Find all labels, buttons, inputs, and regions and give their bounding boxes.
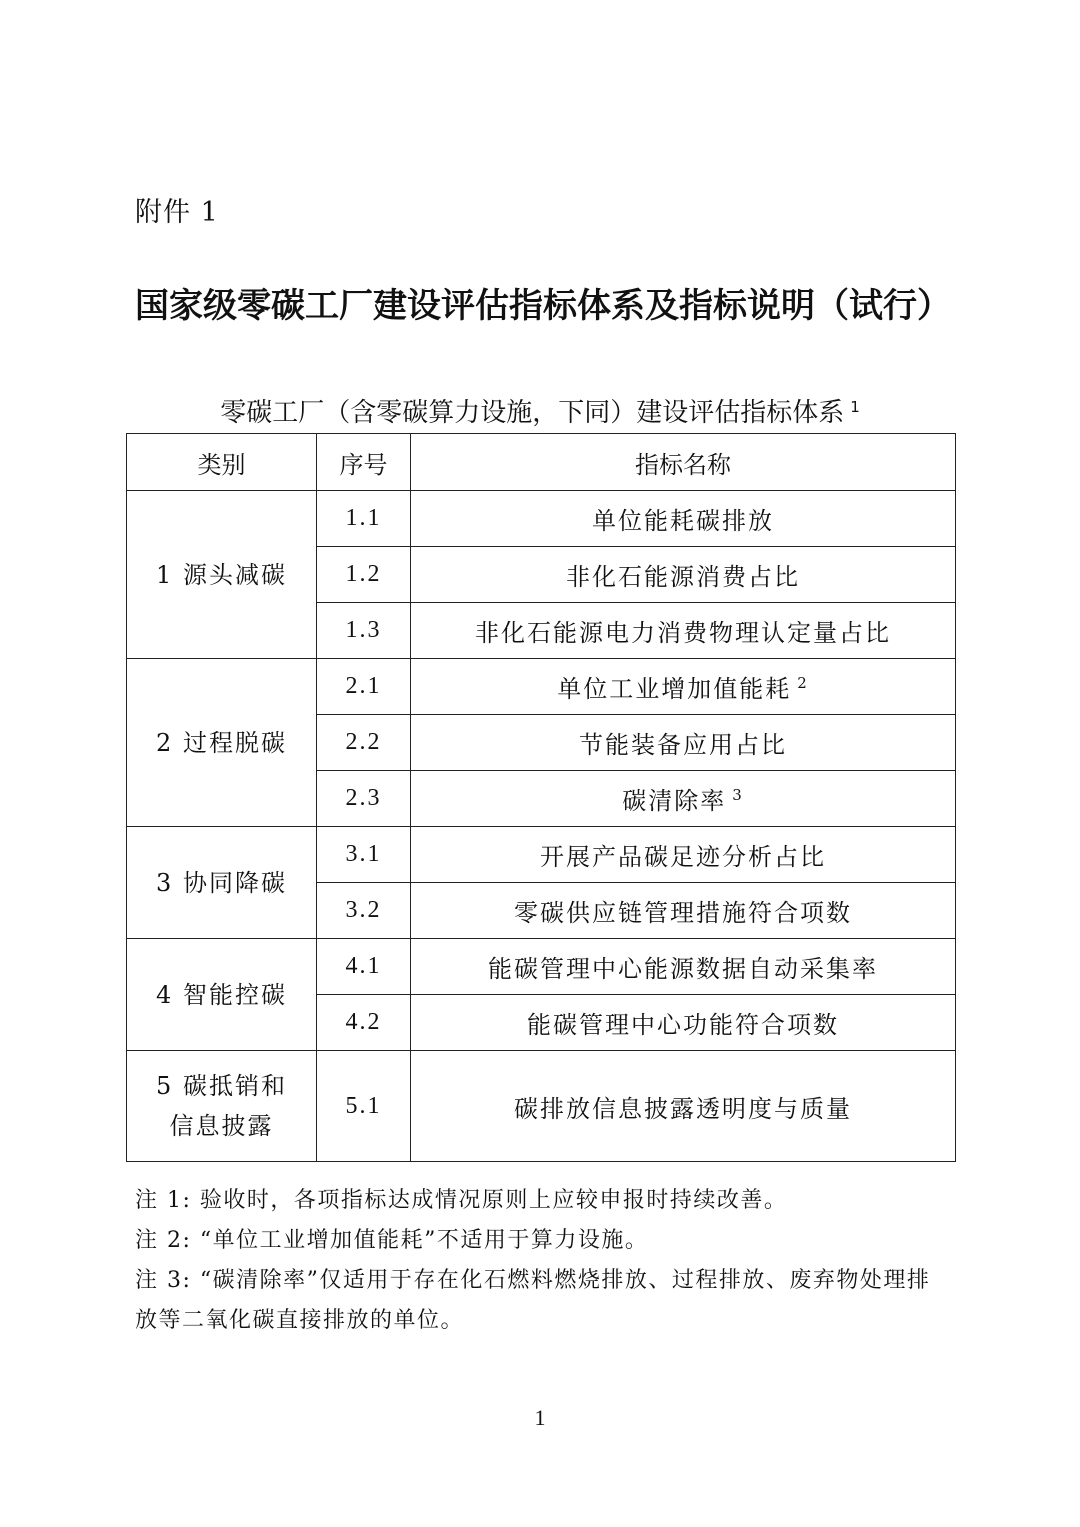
indicator-name: 碳排放信息披露透明度与质量 [514, 1094, 852, 1123]
table-row [127, 827, 956, 883]
indicator-name-cell [411, 939, 956, 995]
page-number: 1 [534, 1405, 546, 1430]
indicator-name-cell [411, 491, 956, 547]
category-cell: 1 源头减碳 [127, 491, 317, 659]
indicator-name-cell [411, 771, 956, 827]
seq-cell: 3.2 [317, 883, 411, 939]
table-row [127, 659, 956, 715]
indicator-name-cell [411, 659, 956, 715]
seq-cell: 4.2 [317, 995, 411, 1051]
header-seq: 序号 [317, 434, 411, 491]
table-caption-text: 零碳工厂（含零碳算力设施，下同）建设评估指标体系 [220, 398, 845, 428]
note-1: 注 1: 验收时，各项指标达成情况原则上应较申报时持续改善。 [135, 1188, 788, 1213]
table-row [127, 491, 956, 547]
header-indicator-name: 指标名称 [411, 434, 956, 491]
category-cell: 3 协同降碳 [127, 827, 317, 939]
indicator-name: 能碳管理中心能源数据自动采集率 [488, 955, 878, 983]
footnote-mark: 2 [797, 674, 809, 692]
table-header-row [127, 434, 956, 491]
indicator-name-cell [411, 547, 956, 603]
document-title: 国家级零碳工厂建设评估指标体系及指标说明（试行） [135, 286, 951, 326]
table-caption [126, 392, 954, 429]
category-cell [127, 1051, 317, 1162]
indicator-name: 开展产品碳足迹分析占比 [540, 843, 826, 871]
table-row [127, 1051, 956, 1162]
indicator-name: 单位工业增加值能耗 [557, 675, 792, 703]
indicator-name: 非化石能源消费占比 [566, 563, 800, 591]
note-2: 注 2: “单位工业增加值能耗”不适用于算力设施。 [135, 1228, 649, 1253]
seq-cell: 4.1 [317, 939, 411, 995]
seq-cell: 1.2 [317, 547, 411, 603]
seq-cell: 1.1 [317, 491, 411, 547]
indicator-name: 节能装备应用占比 [579, 731, 787, 759]
indicator-name: 能碳管理中心功能符合项数 [527, 1011, 839, 1039]
category-cell: 4 智能控碳 [127, 939, 317, 1051]
footnote-mark: 3 [732, 786, 744, 804]
seq-cell: 2.3 [317, 771, 411, 827]
seq-cell: 2.2 [317, 715, 411, 771]
indicator-name: 非化石能源电力消费物理认定量占比 [475, 619, 891, 647]
seq-cell: 3.1 [317, 827, 411, 883]
indicator-name-cell [411, 883, 956, 939]
seq-cell: 2.1 [317, 659, 411, 715]
notes-section [135, 1181, 950, 1341]
indicator-name-cell [411, 715, 956, 771]
category-cell: 2 过程脱碳 [127, 659, 317, 827]
attachment-label: 附件 1 [135, 197, 219, 228]
indicator-name-cell [411, 827, 956, 883]
indicator-name-cell [411, 995, 956, 1051]
indicator-name: 单位能耗碳排放 [592, 507, 774, 535]
indicator-table [126, 433, 956, 1162]
indicator-name: 碳清除率 [622, 787, 727, 815]
note-3: 注 3: “碳清除率”仅适用于存在化石燃料燃烧排放、过程排放、废弃物处理排放等二氧化碳直接排放的单位。 [135, 1268, 931, 1333]
header-category: 类别 [127, 434, 317, 491]
indicator-name: 零碳供应链管理措施符合项数 [514, 899, 852, 927]
indicator-name-cell [411, 1051, 956, 1162]
category-label: 5 碳抵销和信息披露 [156, 1072, 287, 1140]
seq-cell: 5.1 [317, 1051, 411, 1162]
seq-cell: 1.3 [317, 603, 411, 659]
indicator-name-cell [411, 603, 956, 659]
footnote-mark: 1 [850, 398, 860, 416]
table-row [127, 939, 956, 995]
